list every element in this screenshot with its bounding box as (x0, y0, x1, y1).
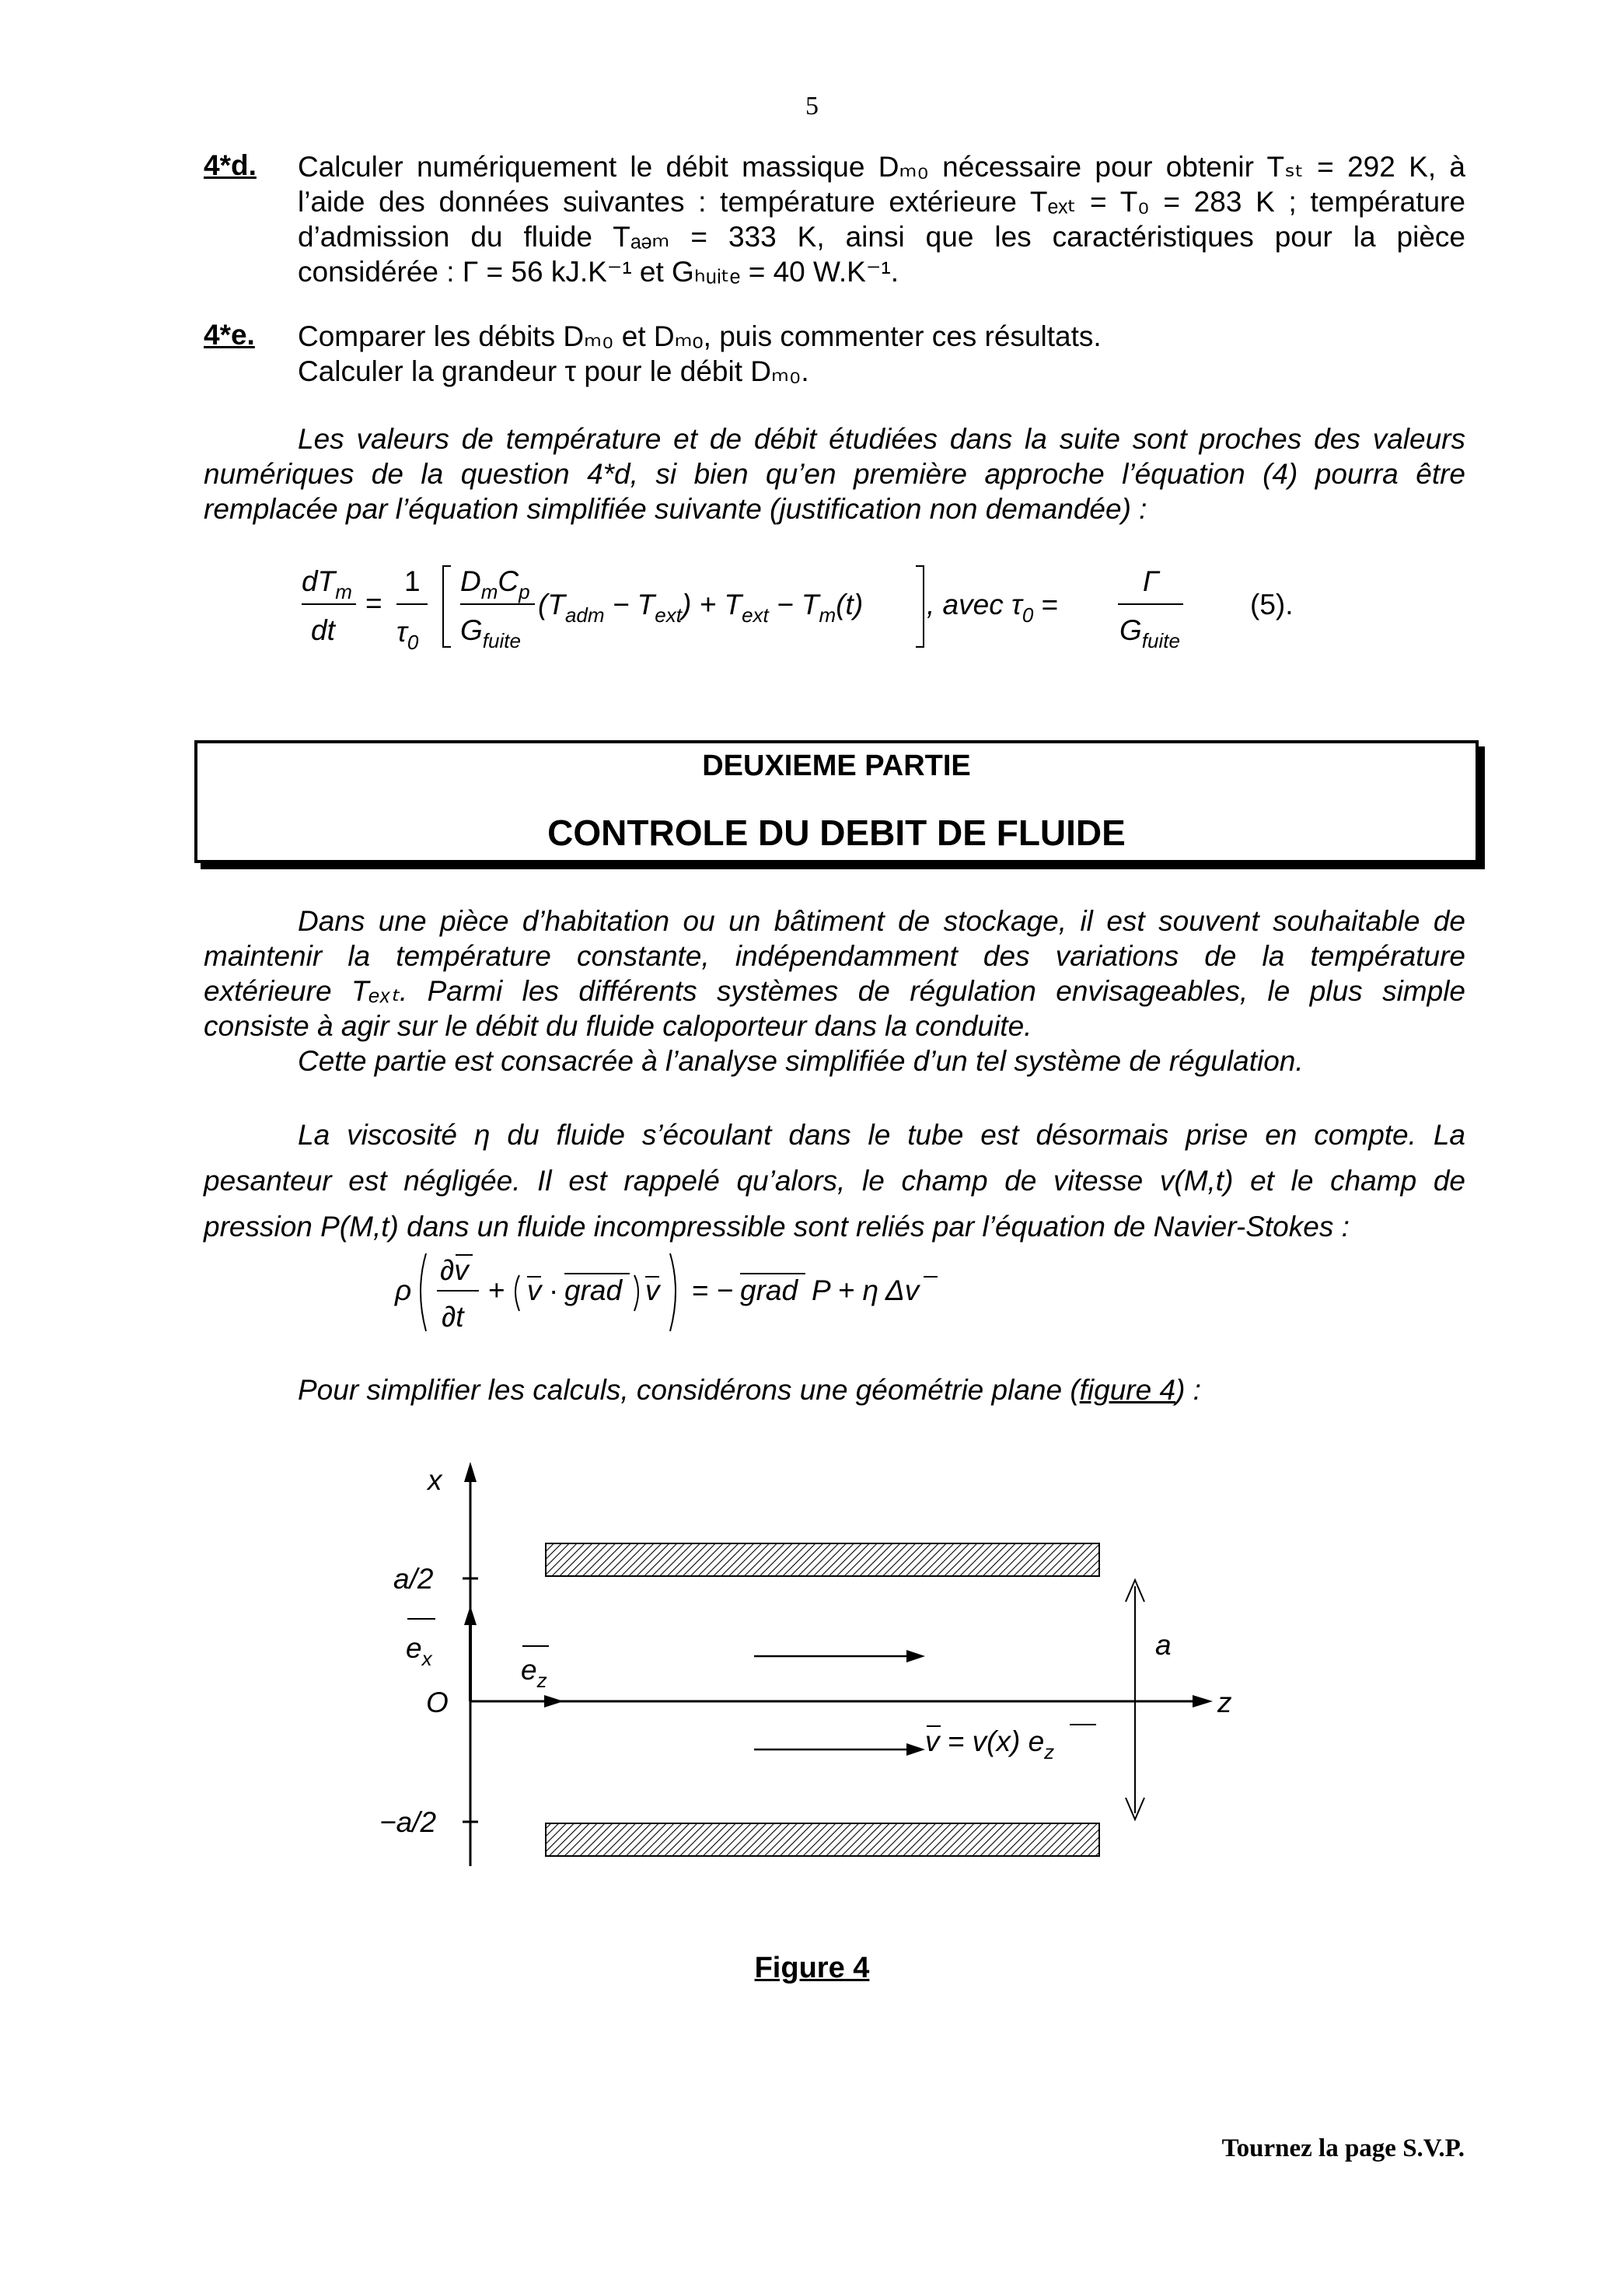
intro2-line-5: Cette partie est consacrée à l’analyse simplifiée d’un tel système de régulation. (298, 1045, 1304, 1077)
visc-line-1: La viscosité η du fluide s’écoulant dans le tube est désormais prise en compte. La (298, 1119, 1465, 1151)
ns-v2: v (645, 1274, 660, 1306)
intro2-line-3: extérieure Tₑₓₜ. Parmi les différents systèmes de régulation envisageables, le plus simple (204, 975, 1465, 1007)
question-4e-label: 4*e. (204, 319, 255, 351)
ns-p: P + η Δv (812, 1274, 920, 1306)
x-axis-arrowhead (464, 1462, 477, 1482)
ns-rho: ρ (395, 1274, 412, 1306)
question-4e-text (298, 319, 1465, 389)
eq5-frac-den: $G_{fuite}$ (460, 614, 521, 652)
question-4d-label: 4*d. (204, 149, 257, 181)
top-plate (546, 1543, 1099, 1576)
figure-caption: Figure 4 (754, 1952, 870, 1984)
question-4d-text (298, 149, 1465, 289)
velocity-label: v = v(x) $e_z$ (925, 1725, 1055, 1763)
approx-line-2: numériques de la question 4*d, si bien qu’en première approche l’équation (4) pourra être (204, 458, 1465, 490)
eq5-lhs-num: $dT_m$ (302, 565, 352, 603)
q4d-line-4: considérée : Γ = 56 kJ.K⁻¹ et Gₕᵤᵢₜₑ = 40 W.K⁻¹. (298, 256, 899, 288)
ex-label: $e_x$ (406, 1632, 432, 1670)
z-axis-label: z (1217, 1687, 1232, 1718)
ns-grad1: grad (564, 1274, 623, 1306)
top-plate-label: a/2 (393, 1563, 434, 1595)
ex-arrowhead (464, 1606, 477, 1625)
intro2-line-2: maintenir la température constante, indépendamment des variations de la température (204, 940, 1465, 972)
figure-4 (373, 1462, 1275, 1866)
ez-label: $e_z$ (521, 1654, 547, 1692)
eq5-coef-num: 1 (404, 565, 421, 597)
part2-intro-paragraph (204, 904, 1465, 1078)
origin-label: O (426, 1687, 449, 1718)
eq5-coef-den: $\tau_0$ (396, 616, 419, 654)
part2-title: CONTROLE DU DEBIT DE FLUIDE (547, 813, 1126, 853)
ns-dv: ∂v (440, 1254, 469, 1286)
eq5-lhs-den: dt (311, 614, 335, 646)
bottom-plate-label: −a/2 (379, 1806, 437, 1838)
eq5-avec: , avec $\tau_0$ = (927, 589, 1059, 627)
q4e-line-1: Comparer les débits Dₘ₀ et Dₘₒ, puis commenter ces résultats. (298, 320, 1102, 352)
equation-5 (288, 560, 1314, 669)
intro2-line-1: Dans une pièce d’habitation ou un bâtiment de stockage, il est souvent souhaitable de (298, 905, 1465, 937)
approximation-paragraph (204, 421, 1465, 526)
approx-line-1: Les valeurs de température et de débit étudiées dans la suite sont proches des valeurs (298, 423, 1465, 455)
eq5-bracket-body: $(T_{adm} - T_{ext}) + T_{ext} - T_m(t)$ (538, 589, 864, 627)
part2-subtitle: DEUXIEME PARTIE (702, 750, 971, 782)
eq5-gamma-num: Γ (1143, 565, 1160, 597)
z-axis-arrowhead (1193, 1695, 1213, 1708)
ns-dt: ∂t (442, 1301, 464, 1333)
ns-dot: · (549, 1274, 559, 1306)
ns-equals: = − (692, 1274, 734, 1306)
bottom-plate (546, 1823, 1099, 1856)
ez-arrowhead (544, 1695, 564, 1708)
ns-grad2: grad (740, 1274, 798, 1306)
q4d-line-1: Calculer numériquement le débit massique Dₘ₀ nécessaire pour obtenir Tₛₜ = 292 K, à (298, 151, 1465, 183)
svg-text:=: = (365, 587, 382, 619)
geometry-intro-text: Pour simplifier les calculs, considérons une géométrie plane ( (298, 1374, 1080, 1406)
visc-line-2: pesanteur est négligée. Il est rappelé qu’alors, le champ de vitesse v(M,t) et le champ de (204, 1165, 1465, 1197)
visc-line-3: pression P(M,t) dans un fluide incompressible sont reliés par l’équation de Navier-Stokes : (204, 1211, 1350, 1243)
q4d-line-3: d’admission du fluide Tₐₔₘ = 333 K, ainsi que les caractéristiques pour la pièce (298, 221, 1465, 253)
intro2-line-4: consiste à agir sur le débit du fluide caloporteur dans la conduite. (204, 1010, 1032, 1042)
page-number: 5 (805, 92, 819, 121)
q4d-line-2: l’aide des données suivantes : température extérieure Tₑₓₜ = T₀ = 283 K ; température (298, 186, 1465, 218)
part2-title-box (194, 740, 1479, 863)
footer-turn-page: Tournez la page S.V.P. (1221, 2134, 1465, 2162)
eq5-frac-num: $D_mC_p$ (460, 565, 530, 603)
eq5-number: (5). (1250, 589, 1294, 620)
ns-v1: v (527, 1274, 542, 1306)
geometry-intro (298, 1372, 1464, 1407)
a-label: a (1155, 1629, 1172, 1661)
figure-4-ref[interactable]: figure 4 (1079, 1374, 1176, 1406)
q4e-line-2: Calculer la grandeur τ pour le débit Dₘ₀. (298, 355, 809, 387)
geometry-intro-end: ) : (1175, 1374, 1201, 1406)
eq5-gamma-den: $G_{fuite}$ (1119, 614, 1180, 652)
approx-line-3: remplacée par l’équation simplifiée suivante (justification non demandée) : (204, 493, 1147, 525)
x-axis-label: x (428, 1464, 442, 1496)
ns-plus: + (488, 1274, 505, 1306)
navier-stokes-equation (389, 1244, 980, 1337)
viscosity-paragraph (204, 1112, 1465, 1250)
